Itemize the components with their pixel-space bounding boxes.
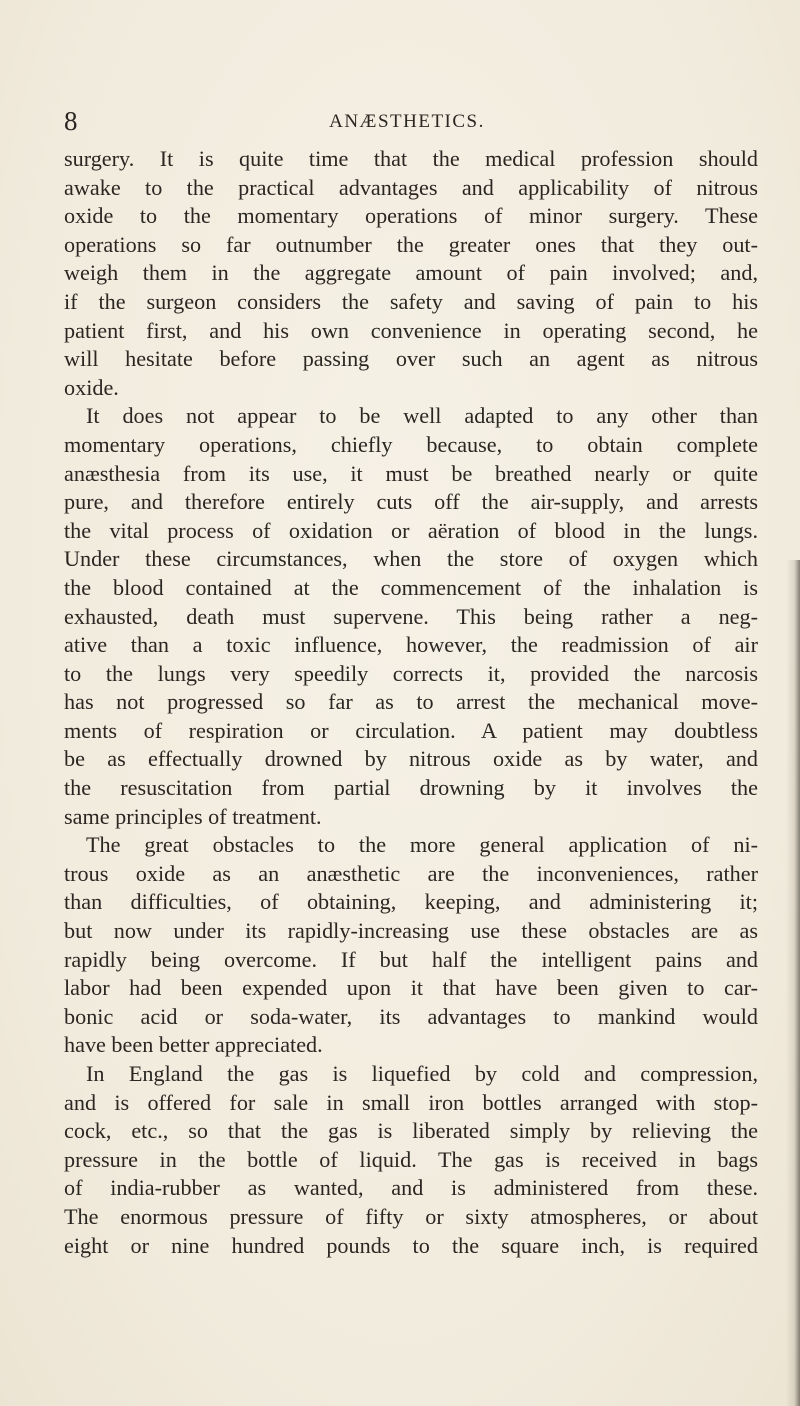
text-line: It does not appear to be well adapted to any other than — [86, 403, 758, 429]
text-line: exhausted, death must supervene. This being rather a neg- — [64, 603, 758, 629]
text-line: cock, etc., so that the gas is liberated simply by relieving the — [64, 1118, 758, 1144]
text-line: same principles of treatment. — [64, 803, 322, 829]
text-line: and is offered for sale in small iron bottles arranged with stop- — [64, 1089, 758, 1115]
text-line: eight or nine hundred pounds to the square inch, is required — [64, 1232, 758, 1258]
text-line: weigh them in the aggregate amount of pain involved; and, — [64, 260, 758, 286]
page-edge-shadow — [786, 560, 800, 1406]
text-line: will hesitate before passing over such an agent as nitrous — [64, 346, 758, 372]
page-number: 8 — [64, 106, 78, 136]
text-line: pressure in the bottle of liquid. The gas is received in bags — [64, 1146, 758, 1172]
text-line: oxide. — [64, 374, 119, 400]
body-text — [64, 145, 758, 1260]
text-line: awake to the practical advantages and applicability of nitrous — [64, 174, 758, 200]
text-line: rapidly being overcome. If but half the intelligent pains and — [64, 946, 758, 972]
text-line: trous oxide as an anæsthetic are the inconveniences, rather — [64, 860, 758, 886]
text-line: oxide to the momentary operations of minor surgery. These — [64, 203, 758, 229]
text-line: of india-rubber as wanted, and is administered from these. — [64, 1175, 758, 1201]
text-line: surgery. It is quite time that the medical profession should — [64, 146, 758, 171]
text-line: to the lungs very speedily corrects it, provided the narcosis — [64, 660, 758, 686]
text-line: be as effectually drowned by nitrous oxide as by water, and — [64, 746, 758, 772]
text-line: ative than a toxic influence, however, the readmission of air — [64, 632, 758, 658]
text-line: patient first, and his own convenience in operating second, he — [64, 317, 758, 343]
text-line: labor had been expended upon it that have been given to car- — [64, 975, 758, 1001]
page-header — [64, 106, 750, 136]
text-line: anæsthesia from its use, it must be breathed nearly or quite — [64, 460, 758, 486]
text-line: the resuscitation from partial drowning by it involves the — [64, 775, 758, 801]
text-line: if the surgeon considers the safety and saving of pain to his — [64, 288, 758, 314]
text-line: The enormous pressure of fifty or sixty atmospheres, or about — [64, 1203, 758, 1229]
text-line: the vital process of oxidation or aëration of blood in the lungs. — [64, 517, 758, 543]
text-line: ments of respiration or circulation. A patient may doubtless — [64, 717, 758, 743]
text-line: In England the gas is liquefied by cold and compression, — [86, 1061, 758, 1086]
text-line: the blood contained at the commencement of the inhalation is — [64, 574, 758, 600]
text-line: have been better appreciated. — [64, 1032, 323, 1058]
text-line: has not progressed so far as to arrest the mechanical move- — [64, 689, 758, 715]
text-line: momentary operations, chiefly because, to obtain complete — [64, 431, 758, 457]
text-line: than difficulties, of obtaining, keeping, and administering it; — [64, 889, 758, 915]
text-line: pure, and therefore entirely cuts off the air-supply, and arrests — [64, 489, 758, 515]
running-head: ANÆSTHETICS. — [329, 111, 485, 132]
text-line: but now under its rapidly-increasing use these obstacles are as — [64, 918, 758, 944]
text-line: Under these circumstances, when the store of oxygen which — [64, 546, 758, 572]
text-line: operations so far outnumber the greater ones that they out- — [64, 231, 758, 257]
text-line: The great obstacles to the more general application of ni- — [86, 832, 758, 858]
text-line: bonic acid or soda-water, its advantages to mankind would — [64, 1003, 758, 1029]
